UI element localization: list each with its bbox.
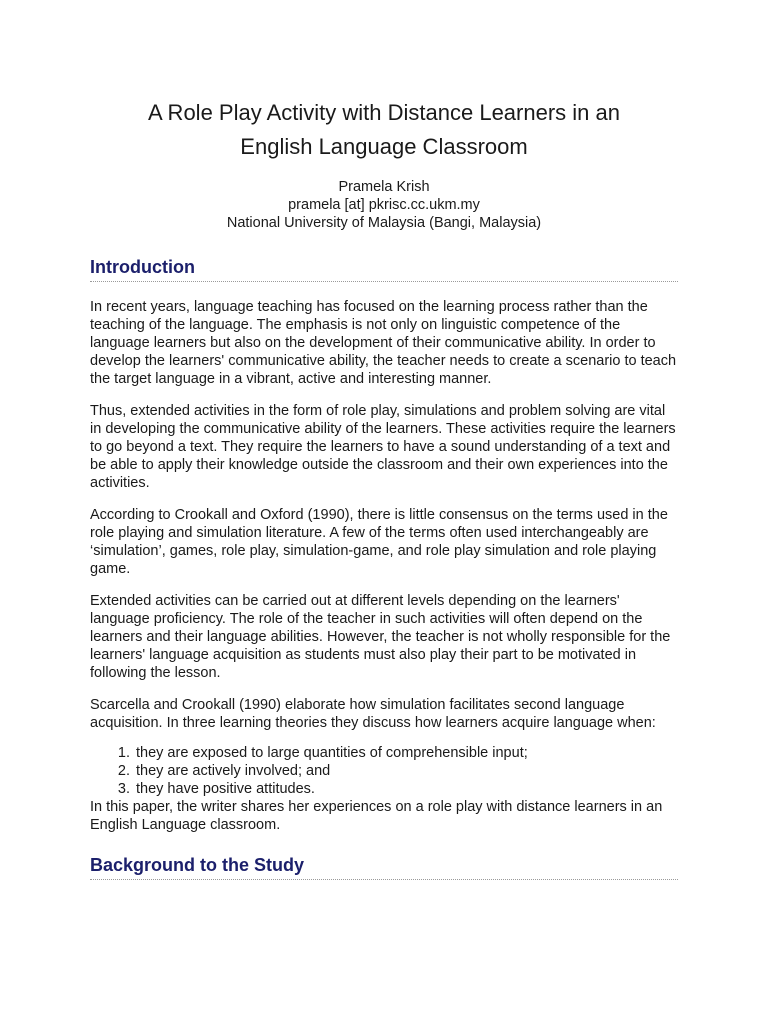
numbered-list — [90, 744, 678, 798]
page-title — [90, 96, 678, 164]
list-item: 1. they are exposed to large quantities of comprehensible input; — [134, 744, 678, 762]
paragraph: According to Crookall and Oxford (1990), there is little consensus on the terms used in the role playing and simulation literature. A few of the terms often used interchangeably are ‘simulation’, games, role play, simulation-game, and role play simulation and role playing game. — [90, 507, 668, 577]
author-email: pramela [at] pkrisc.cc.ukm.my — [288, 197, 480, 213]
title-line: English Language Classroom — [240, 134, 528, 159]
title-line: A Role Play Activity with Distance Learners in an — [147, 100, 620, 125]
paragraph: In this paper, the writer shares her experiences on a role play with distance learners in an English Language classroom. — [90, 799, 663, 833]
paragraph: Scarcella and Crookall (1990) elaborate how simulation facilitates second language acquisition. In three learning theories they discuss how learners acquire language when: — [90, 697, 656, 731]
section-heading-background: Background to the Study — [90, 854, 678, 880]
author-affiliation: National University of Malaysia (Bangi, Malaysia) — [226, 215, 542, 231]
author-name: Pramela Krish — [338, 179, 430, 195]
paragraph: Thus, extended activities in the form of role play, simulations and problem solving are vital in developing the communicative ability of the learners. These activities require the learners to go beyond a text. They require the learners to have a sound understanding of a text and be able to apply their knowledge outside the classroom and their own experiences into the activities. — [90, 403, 676, 491]
list-item: 3. they have positive attitudes. — [134, 780, 678, 798]
article — [90, 0, 678, 880]
author-info — [90, 178, 678, 232]
section-heading-introduction: Introduction — [90, 256, 678, 282]
list-item: 2. they are actively involved; and — [134, 762, 678, 780]
paragraph: In recent years, language teaching has focused on the learning process rather than the teaching of the language. The emphasis is not only on linguistic competence of the language learners but also on the development of their communicative ability. In order to develop the learners' communicative ability, the teacher needs to create a scenario to teach the target language in a vibrant, active and interesting manner. — [90, 299, 677, 387]
paragraph: Extended activities can be carried out at different levels depending on the learners' language proficiency. The role of the teacher in such activities will often depend on the learners and their language abilities. However, the teacher is not wholly responsible for the learners' language acquisition as students must also play their part to be motivated in following the lesson. — [90, 593, 671, 681]
